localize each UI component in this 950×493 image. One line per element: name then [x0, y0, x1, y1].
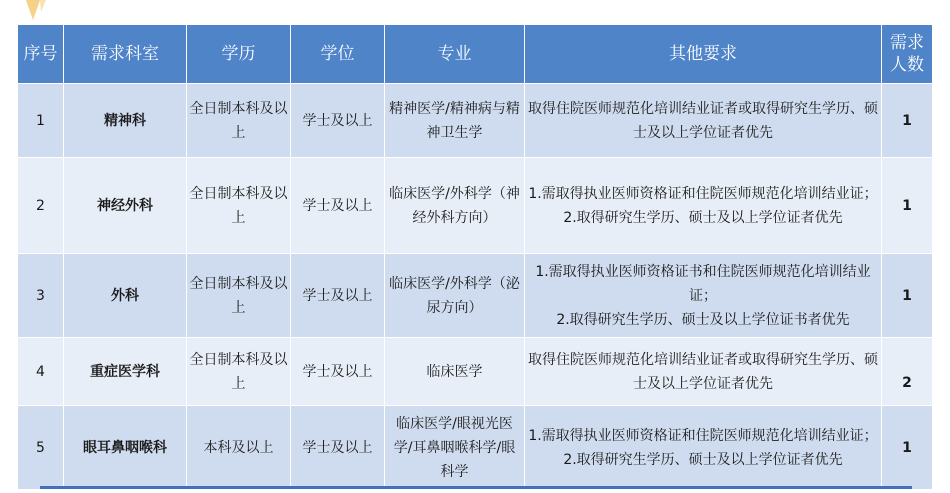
req-line: 1.需取得执业医师资格证书和住院医师规范化培训结业证； — [535, 263, 871, 304]
cell-degree: 学士及以上 — [291, 406, 385, 490]
cell-degree: 学士及以上 — [291, 84, 385, 158]
req-line: 取得住院医师规范化培训结业证者或取得研究生学历、硕士及以上学位证者优先 — [528, 100, 878, 141]
cell-edu: 全日制本科及以上 — [187, 338, 291, 406]
corner-decoration-icon — [0, 0, 60, 24]
cell-edu: 全日制本科及以上 — [187, 158, 291, 254]
cell-dept: 精神科 — [64, 84, 187, 158]
cell-count: 1 — [882, 84, 933, 158]
cell-dept: 重症医学科 — [64, 338, 187, 406]
cell-dept: 眼耳鼻咽喉科 — [64, 406, 187, 490]
cell-major: 临床医学/眼视光医学/耳鼻咽喉科学/眼科学 — [385, 406, 525, 490]
cell-major: 临床医学/外科学（泌尿方向） — [385, 254, 525, 338]
req-line: 2.取得研究生学历、硕士及以上学位证者优先 — [563, 209, 843, 226]
col-header-count: 需求人数 — [882, 25, 933, 84]
cell-edu: 全日制本科及以上 — [187, 254, 291, 338]
cell-major: 精神医学/精神病与精神卫生学 — [385, 84, 525, 158]
req-line: 2.取得研究生学历、硕士及以上学位证书者优先 — [556, 311, 850, 328]
cell-req — [525, 158, 882, 254]
recruitment-table — [17, 24, 933, 490]
cell-degree: 学士及以上 — [291, 338, 385, 406]
cell-seq: 1 — [18, 84, 64, 158]
table-row — [18, 158, 933, 254]
cell-req — [525, 84, 882, 158]
col-header-req: 其他要求 — [525, 25, 882, 84]
cell-seq: 2 — [18, 158, 64, 254]
cell-edu: 全日制本科及以上 — [187, 84, 291, 158]
cell-req — [525, 254, 882, 338]
table-row — [18, 338, 933, 406]
cell-dept: 神经外科 — [64, 158, 187, 254]
cell-edu: 本科及以上 — [187, 406, 291, 490]
col-header-dept: 需求科室 — [64, 25, 187, 84]
cell-dept: 外科 — [64, 254, 187, 338]
cell-seq: 4 — [18, 338, 64, 406]
col-header-degree: 学位 — [291, 25, 385, 84]
col-header-major: 专业 — [385, 25, 525, 84]
cell-degree: 学士及以上 — [291, 254, 385, 338]
table-row — [18, 406, 933, 490]
req-line: 1.需取得执业医师资格证和住院医师规范化培训结业证； — [528, 427, 878, 444]
req-line: 取得住院医师规范化培训结业证者或取得研究生学历、硕士及以上学位证者优先 — [528, 351, 878, 392]
cell-major: 临床医学/外科学（神经外科方向） — [385, 158, 525, 254]
req-line: 1.需取得执业医师资格证和住院医师规范化培训结业证； — [528, 185, 878, 202]
table-header-row — [18, 25, 933, 84]
cell-major: 临床医学 — [385, 338, 525, 406]
cell-seq: 5 — [18, 406, 64, 490]
cell-count: 1 — [882, 158, 933, 254]
cell-req — [525, 406, 882, 490]
table-row — [18, 84, 933, 158]
cell-degree: 学士及以上 — [291, 158, 385, 254]
cell-count: 1 — [882, 406, 933, 490]
cell-seq: 3 — [18, 254, 64, 338]
table-row — [18, 254, 933, 338]
cell-count: 2 — [882, 338, 933, 406]
cell-count: 1 — [882, 254, 933, 338]
cell-req — [525, 338, 882, 406]
col-header-seq: 序号 — [18, 25, 64, 84]
table-bottom-border — [40, 486, 912, 489]
req-line: 2.取得研究生学历、硕士及以上学位证者优先 — [563, 451, 843, 468]
col-header-edu: 学历 — [187, 25, 291, 84]
